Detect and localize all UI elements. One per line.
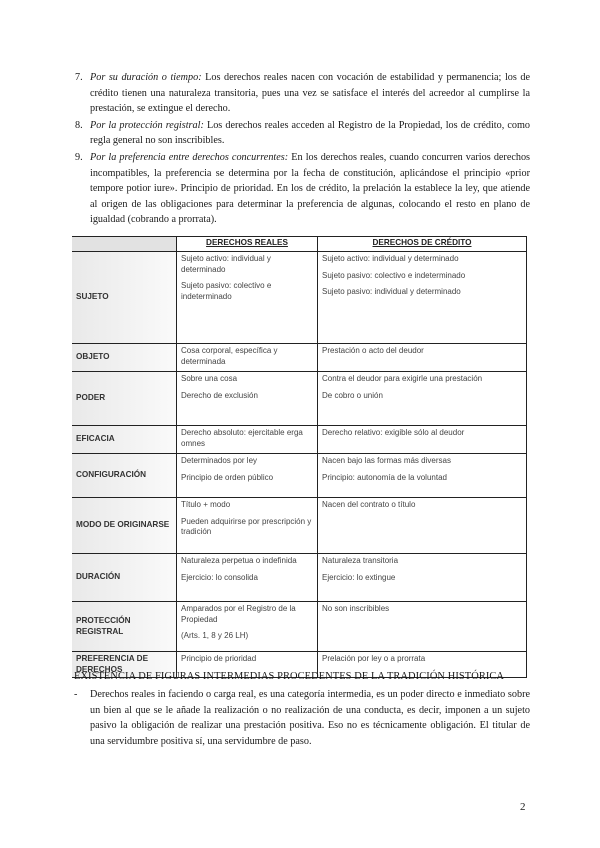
table-header-credito: DERECHOS DE CRÉDITO bbox=[318, 237, 527, 252]
table-header-corner bbox=[72, 237, 177, 252]
list-item-text: Los derechos reales nacen con vocación de estabilidad y permanencia; los de crédito tienen una naturaleza transitoria, pues una vez se satisface el interés del acreedor al cumplirse la prestación, se extingue el derecho. bbox=[90, 72, 531, 115]
cell-text: Ejercicio: lo extingue bbox=[322, 572, 396, 582]
cell-real bbox=[177, 372, 318, 426]
row-label: PREFERENCIA DE DERECHOS bbox=[72, 652, 177, 678]
table-header-row bbox=[72, 237, 527, 252]
cell-real bbox=[177, 498, 318, 554]
list-number: 8. bbox=[75, 119, 83, 131]
list-item-text: Los derechos reales acceden al Registro de la Propiedad, los de crédito, como regla general no son inscribibles. bbox=[90, 119, 531, 147]
cell-text: Prelación por ley o a prorrata bbox=[322, 654, 426, 663]
cell-text: Título + modo bbox=[181, 500, 231, 509]
table-row bbox=[72, 454, 527, 498]
cell-text: Derecho absoluto: ejercitable erga omnes bbox=[181, 428, 303, 448]
cell-real bbox=[177, 426, 318, 454]
cell-text: Derecho relativo: exigible sólo al deudor bbox=[322, 428, 465, 437]
bullet-paragraph bbox=[74, 687, 530, 749]
table-row bbox=[72, 498, 527, 554]
cell-text: Determinados por ley bbox=[181, 456, 258, 465]
bullet-dash: - bbox=[74, 689, 78, 700]
list-item-title: Por la protección registral: bbox=[90, 119, 204, 131]
cell-text: Pueden adquirirse por prescripción y tradición bbox=[181, 516, 312, 536]
table-header-real: DERECHOS REALES bbox=[177, 237, 318, 252]
cell-text: Contra el deudor para exigirle una prestación bbox=[322, 374, 483, 383]
cell-text: Sobre una cosa bbox=[181, 374, 238, 383]
cell-real bbox=[177, 454, 318, 498]
cell-text: Naturaleza transitoria bbox=[322, 556, 399, 565]
cell-real bbox=[177, 344, 318, 372]
list-item-title: Por la preferencia entre derechos concurrentes: bbox=[90, 151, 289, 163]
row-label: PODER bbox=[72, 372, 177, 426]
cell-text: Principio de prioridad bbox=[181, 654, 257, 663]
cell-text: Principio de orden público bbox=[181, 472, 274, 482]
row-label: EFICACIA bbox=[72, 426, 177, 454]
cell-credito bbox=[318, 454, 527, 498]
row-label: MODO DE ORIGINARSE bbox=[72, 498, 177, 554]
table-row bbox=[72, 602, 527, 652]
row-label: CONFIGURACIÓN bbox=[72, 454, 177, 498]
cell-text: Sujeto pasivo: colectivo e indeterminado bbox=[181, 281, 272, 301]
list-number: 7. bbox=[75, 72, 83, 83]
cell-real bbox=[177, 252, 318, 344]
cell-credito bbox=[318, 252, 527, 344]
list-item-text: En los derechos reales, cuando concurren varios derechos incompatibles, la preferencia se determina por la fecha de constitución, aplicándose el principio «prior tempore potior iure». Principio de prioridad. En los de crédito, la prelación la establece la ley, que atiende al origen de las obligaciones para determinar la preferencia de algunas, colocando el resto en plano de igualdad (cobrando a prorrata). bbox=[90, 151, 531, 226]
cell-credito bbox=[318, 344, 527, 372]
page-number: 2 bbox=[520, 801, 526, 813]
cell-text: Derecho de exclusión bbox=[181, 390, 258, 400]
cell-text: Sujeto pasivo: individual y determinado bbox=[322, 287, 461, 296]
section-title: EXISTENCIA DE FIGURAS INTERMEDIAS PROCEDENTES DE LA TRADICIÓN HISTÓRICA bbox=[74, 671, 505, 682]
cell-text: Sujeto activo: individual y determinado bbox=[181, 254, 271, 274]
cell-text: Prestación o acto del deudor bbox=[322, 346, 424, 355]
cell-text: Naturaleza perpetua o indefinida bbox=[181, 556, 297, 565]
cell-credito bbox=[318, 426, 527, 454]
cell-text: (Arts. 1, 8 y 26 LH) bbox=[181, 631, 249, 640]
cell-credito bbox=[318, 554, 527, 602]
numbered-list bbox=[75, 70, 531, 229]
cell-credito bbox=[318, 602, 527, 652]
cell-text: De cobro o unión bbox=[322, 390, 383, 400]
cell-text: Principio: autonomía de la voluntad bbox=[322, 472, 447, 482]
cell-credito bbox=[318, 498, 527, 554]
cell-real bbox=[177, 554, 318, 602]
cell-text: Nacen del contrato o título bbox=[322, 500, 416, 509]
row-label: SUJETO bbox=[72, 252, 177, 344]
bullet-text: Derechos reales in faciendo o carga real, es una categoría intermedia, es un poder directo e inmediato sobre un bien al que se le añade la realización o no realización de una conducta, es decir, imponen a un sujeto pasivo la obligación de realizar una prestación positiva. Eso no es técnicamente obligación. El titular de una servidumbre positiva sí, una servidumbre de paso. bbox=[90, 689, 530, 747]
cell-text: Sujeto pasivo: colectivo e indeterminado bbox=[322, 270, 466, 280]
comparison-table bbox=[72, 236, 527, 678]
list-item-title: Por su duración o tiempo: bbox=[90, 72, 202, 83]
table-row bbox=[72, 372, 527, 426]
table-row bbox=[72, 426, 527, 454]
cell-text: No son inscribibles bbox=[322, 604, 390, 613]
cell-text: Amparados por el Registro de la Propiedad bbox=[181, 604, 296, 624]
table-row bbox=[72, 554, 527, 602]
list-item bbox=[75, 118, 531, 149]
cell-text: Ejercicio: lo consolida bbox=[181, 572, 258, 582]
cell-credito bbox=[318, 372, 527, 426]
row-label: OBJETO bbox=[72, 344, 177, 372]
list-item bbox=[75, 150, 531, 228]
cell-text: Sujeto activo: individual y determinado bbox=[322, 254, 459, 263]
table-row bbox=[72, 344, 527, 372]
cell-real bbox=[177, 602, 318, 652]
row-label: PROTECCIÓN REGISTRAL bbox=[72, 602, 177, 652]
cell-text: Cosa corporal, específica y determinada bbox=[181, 346, 278, 366]
list-item bbox=[75, 70, 531, 117]
row-label: DURACIÓN bbox=[72, 554, 177, 602]
cell-text: Nacen bajo las formas más diversas bbox=[322, 456, 451, 465]
table-row bbox=[72, 252, 527, 344]
list-number: 9. bbox=[75, 151, 83, 163]
